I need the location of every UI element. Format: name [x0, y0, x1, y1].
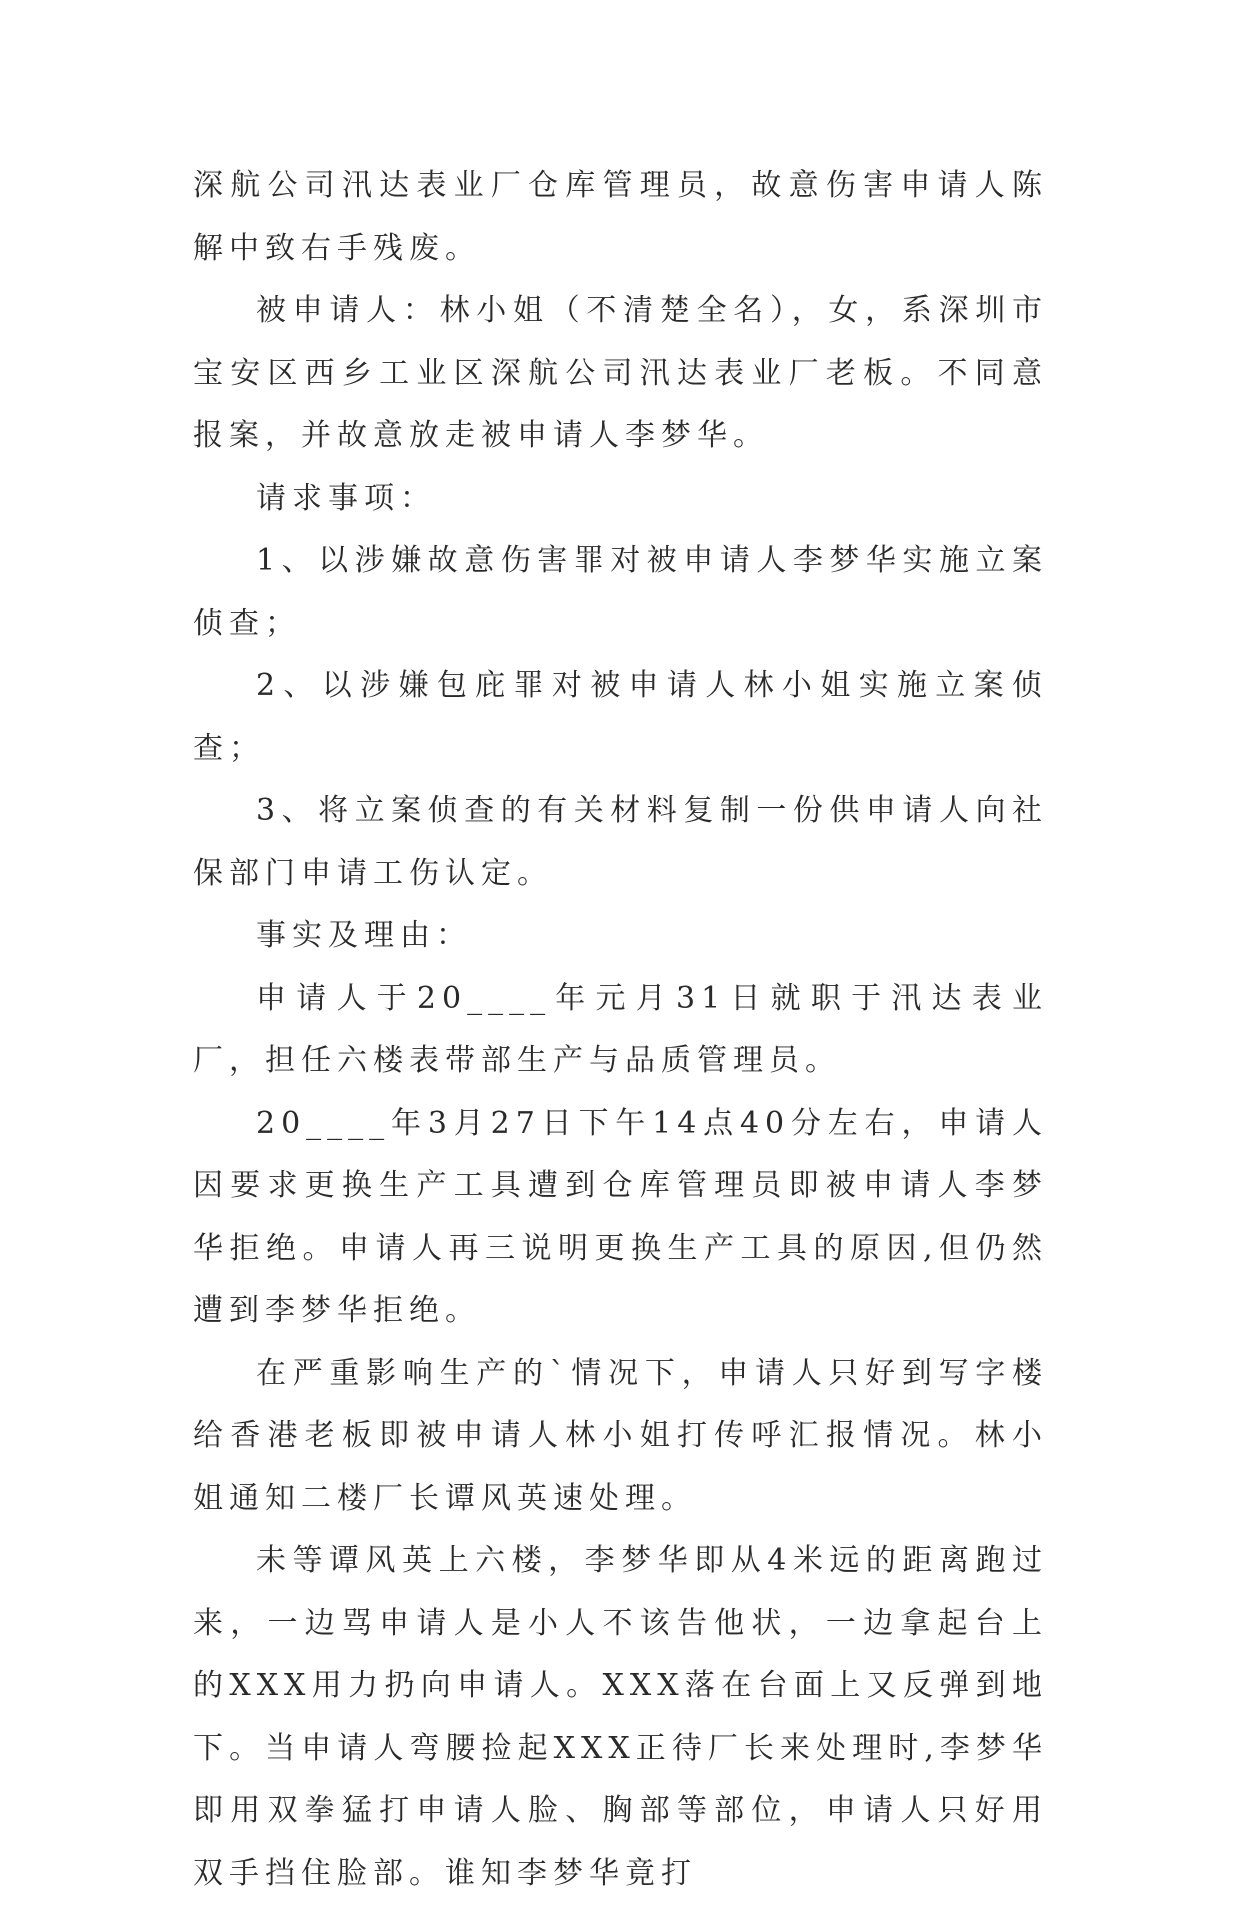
paragraph-employment: 申请人于20____年元月31日就职于汛达表业厂，担任六楼表带部生产与品质管理员。: [193, 980, 1048, 1078]
paragraph-report: 在严重影响生产的`情况下，申请人只好到写字楼给香港老板即被申请人林小姐打传呼汇报情况。林小姐通知二楼厂长谭风英速处理。: [193, 1355, 1048, 1516]
heading-requests: 请求事项：: [256, 480, 436, 516]
paragraph-continuation: 深航公司汛达表业厂仓库管理员，故意伤害申请人陈解中致右手残废。: [193, 168, 1048, 266]
heading-facts-reasons: 事实及理由：: [256, 918, 472, 953]
request-item-3: 3、将立案侦查的有关材料复制一份供申请人向社保部门申请工伤认定。: [193, 793, 1048, 891]
request-item-2: 2、以涉嫌包庇罪对被申请人林小姐实施立案侦查；: [193, 668, 1048, 766]
paragraph-incident-start: 20____年3月27日下午14点40分左右，申请人因要求更换生产工具遭到仓库管理员即被申请人李梦华拒绝。申请人再三说明更换生产工具的原因,但仍然遭到李梦华拒绝。: [193, 1105, 1048, 1328]
paragraph-assault: 未等谭风英上六楼，李梦华即从4米远的距离跑过来，一边骂申请人是小人不该告他状，一边拿起台上的XXX用力扔向申请人。XXX落在台面上又反弹到地下。当申请人弯腰捡起XXX正待厂长来处理时,李梦华即用双拳猛打申请人脸、胸部等部位，申请人只好用双手挡住脸部。谁知李梦华竟打: [193, 1543, 1048, 1891]
document-body: [193, 155, 1048, 1905]
paragraph-respondent: 被申请人：林小姐（不清楚全名），女，系深圳市宝安区西乡工业区深航公司汛达表业厂老板。不同意报案，并故意放走被申请人李梦华。: [193, 293, 1048, 453]
request-item-1: 1、以涉嫌故意伤害罪对被申请人李梦华实施立案侦查；: [193, 543, 1048, 641]
